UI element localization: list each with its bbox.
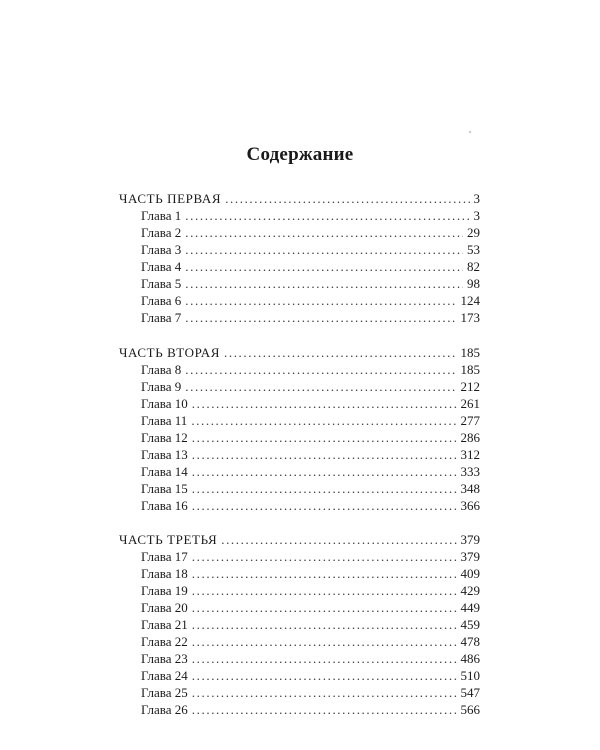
toc-chapter-entry-page-number: 409 [460, 566, 480, 581]
toc-chapter-entry-label: Глава 14 [141, 463, 188, 479]
toc-chapter-entry-label: Глава 11 [141, 412, 188, 428]
toc-part-heading-label: ЧАСТЬ ВТОРАЯ [119, 344, 220, 360]
toc-chapter-entry-label: Глава 13 [141, 446, 188, 462]
toc-chapter-entry[interactable] [119, 633, 480, 650]
toc-part-heading[interactable] [119, 190, 480, 207]
page-title: Содержание [246, 144, 354, 165]
toc-chapter-entry-label: Глава 23 [141, 651, 188, 666]
toc-chapter-entry-page-number: 486 [460, 651, 480, 666]
dot-leader [192, 701, 457, 718]
toc-chapter-entry-page-number: 29 [467, 225, 480, 240]
table-of-contents [119, 190, 480, 736]
dot-leader [185, 275, 463, 292]
toc-chapter-entry[interactable] [119, 616, 480, 633]
toc-chapter-entry-page-number: 566 [460, 702, 480, 717]
dot-leader [192, 480, 457, 497]
toc-part [119, 190, 480, 326]
dot-leader [192, 616, 457, 633]
toc-chapter-entry[interactable] [119, 565, 480, 582]
toc-chapter-entry-label: Глава 12 [141, 429, 188, 445]
toc-chapter-entry-label: Глава 20 [141, 600, 188, 615]
dot-leader [191, 412, 456, 429]
dot-leader [185, 224, 463, 241]
toc-chapter-entry[interactable] [119, 378, 480, 395]
toc-part-heading[interactable] [119, 531, 480, 548]
toc-chapter-entry-page-number: 98 [467, 276, 480, 291]
toc-chapter-entry-page-number: 459 [460, 617, 480, 632]
toc-part [119, 531, 480, 718]
toc-chapter-entry-label: Глава 25 [141, 685, 188, 700]
toc-chapter-entry[interactable] [119, 258, 480, 275]
toc-chapter-entry[interactable] [119, 497, 480, 514]
toc-chapter-entry-page-number: 3 [473, 208, 480, 223]
toc-chapter-entry-label: Глава 21 [141, 617, 188, 632]
toc-chapter-entry[interactable] [119, 224, 480, 241]
toc-chapter-entry-label: Глава 2 [141, 225, 182, 240]
toc-chapter-entry-label: Глава 6 [141, 293, 182, 308]
dot-leader [185, 241, 463, 258]
toc-chapter-entry-page-number: 286 [460, 429, 480, 445]
toc-chapter-entry-page-number: 185 [460, 361, 480, 377]
dot-leader [185, 378, 456, 395]
toc-chapter-entry-label: Глава 4 [141, 259, 182, 274]
toc-chapter-entry[interactable] [119, 292, 480, 309]
toc-chapter-entry-page-number: 510 [460, 668, 480, 683]
toc-chapter-entry[interactable] [119, 667, 480, 684]
toc-part-heading-page-number: 3 [473, 191, 480, 206]
dot-leader [185, 207, 469, 224]
toc-chapter-entry-page-number: 53 [467, 242, 480, 257]
toc-chapter-entry[interactable] [119, 241, 480, 258]
toc-chapter-entry-label: Глава 9 [141, 378, 182, 394]
dot-leader [192, 684, 457, 701]
toc-chapter-entry-page-number: 124 [460, 293, 480, 308]
dot-leader [192, 667, 457, 684]
dot-leader [192, 650, 457, 667]
toc-chapter-entry-page-number: 173 [460, 310, 480, 325]
toc-chapter-entry-label: Глава 15 [141, 480, 188, 496]
toc-chapter-entry[interactable] [119, 309, 480, 326]
toc-chapter-entry[interactable] [119, 480, 480, 497]
toc-chapter-entry[interactable] [119, 684, 480, 701]
dot-leader [221, 531, 456, 548]
dot-leader [185, 292, 456, 309]
toc-chapter-entry[interactable] [119, 599, 480, 616]
dot-leader [192, 463, 457, 480]
toc-chapter-entry[interactable] [119, 275, 480, 292]
dot-leader [225, 190, 469, 207]
toc-chapter-entry-label: Глава 3 [141, 242, 182, 257]
dot-leader [192, 429, 457, 446]
toc-chapter-entry-page-number: 212 [460, 378, 480, 394]
toc-chapter-entry[interactable] [119, 395, 480, 412]
toc-chapter-entry-page-number: 333 [460, 463, 480, 479]
toc-chapter-entry-label: Глава 8 [141, 361, 182, 377]
toc-chapter-entry-label: Глава 16 [141, 497, 188, 513]
toc-chapter-entry-page-number: 348 [460, 480, 480, 496]
toc-chapter-entry-page-number: 449 [460, 600, 480, 615]
dot-leader [192, 395, 457, 412]
dot-leader [185, 258, 463, 275]
toc-chapter-entry-label: Глава 10 [141, 395, 188, 411]
toc-chapter-entry-label: Глава 19 [141, 583, 188, 598]
toc-chapter-entry-label: Глава 1 [141, 208, 182, 223]
dot-leader [192, 565, 457, 582]
toc-chapter-entry-label: Глава 24 [141, 668, 188, 683]
toc-chapter-entry[interactable] [119, 650, 480, 667]
dot-leader [224, 344, 457, 361]
toc-chapter-entry-page-number: 379 [460, 549, 480, 564]
toc-chapter-entry-page-number: 82 [467, 259, 480, 274]
toc-chapter-entry[interactable] [119, 701, 480, 718]
toc-chapter-entry-label: Глава 5 [141, 276, 182, 291]
dot-leader [192, 599, 457, 616]
toc-part-heading-label: ЧАСТЬ ТРЕТЬЯ [119, 532, 218, 547]
toc-part [119, 344, 480, 514]
toc-chapter-entry-page-number: 547 [460, 685, 480, 700]
toc-chapter-entry-label: Глава 17 [141, 549, 188, 564]
toc-chapter-entry-page-number: 277 [460, 412, 480, 428]
toc-chapter-entry-page-number: 429 [460, 583, 480, 598]
toc-part-heading[interactable] [119, 344, 480, 361]
toc-chapter-entry[interactable] [119, 361, 480, 378]
dot-leader [192, 446, 457, 463]
toc-chapter-entry[interactable] [119, 207, 480, 224]
toc-chapter-entry[interactable] [119, 429, 480, 446]
toc-chapter-entry-label: Глава 22 [141, 634, 188, 649]
toc-part-heading-label: ЧАСТЬ ПЕРВАЯ [119, 191, 222, 206]
paper-speck [469, 131, 471, 133]
toc-chapter-entry-page-number: 478 [460, 634, 480, 649]
toc-chapter-entry[interactable] [119, 548, 480, 565]
toc-chapter-entry[interactable] [119, 446, 480, 463]
toc-part-heading-page-number: 185 [460, 344, 480, 360]
toc-chapter-entry-label: Глава 7 [141, 310, 182, 325]
toc-chapter-entry[interactable] [119, 582, 480, 599]
toc-chapter-entry-page-number: 261 [460, 395, 480, 411]
dot-leader [185, 309, 456, 326]
toc-chapter-entry-page-number: 312 [460, 446, 480, 462]
toc-chapter-entry[interactable] [119, 412, 480, 429]
dot-leader [192, 548, 457, 565]
dot-leader [192, 582, 457, 599]
toc-chapter-entry[interactable] [119, 463, 480, 480]
toc-chapter-entry-label: Глава 18 [141, 566, 188, 581]
dot-leader [192, 497, 457, 514]
dot-leader [185, 361, 456, 378]
toc-chapter-entry-label: Глава 26 [141, 702, 188, 717]
toc-part-heading-page-number: 379 [460, 532, 480, 547]
toc-chapter-entry-page-number: 366 [460, 497, 480, 513]
dot-leader [192, 633, 457, 650]
